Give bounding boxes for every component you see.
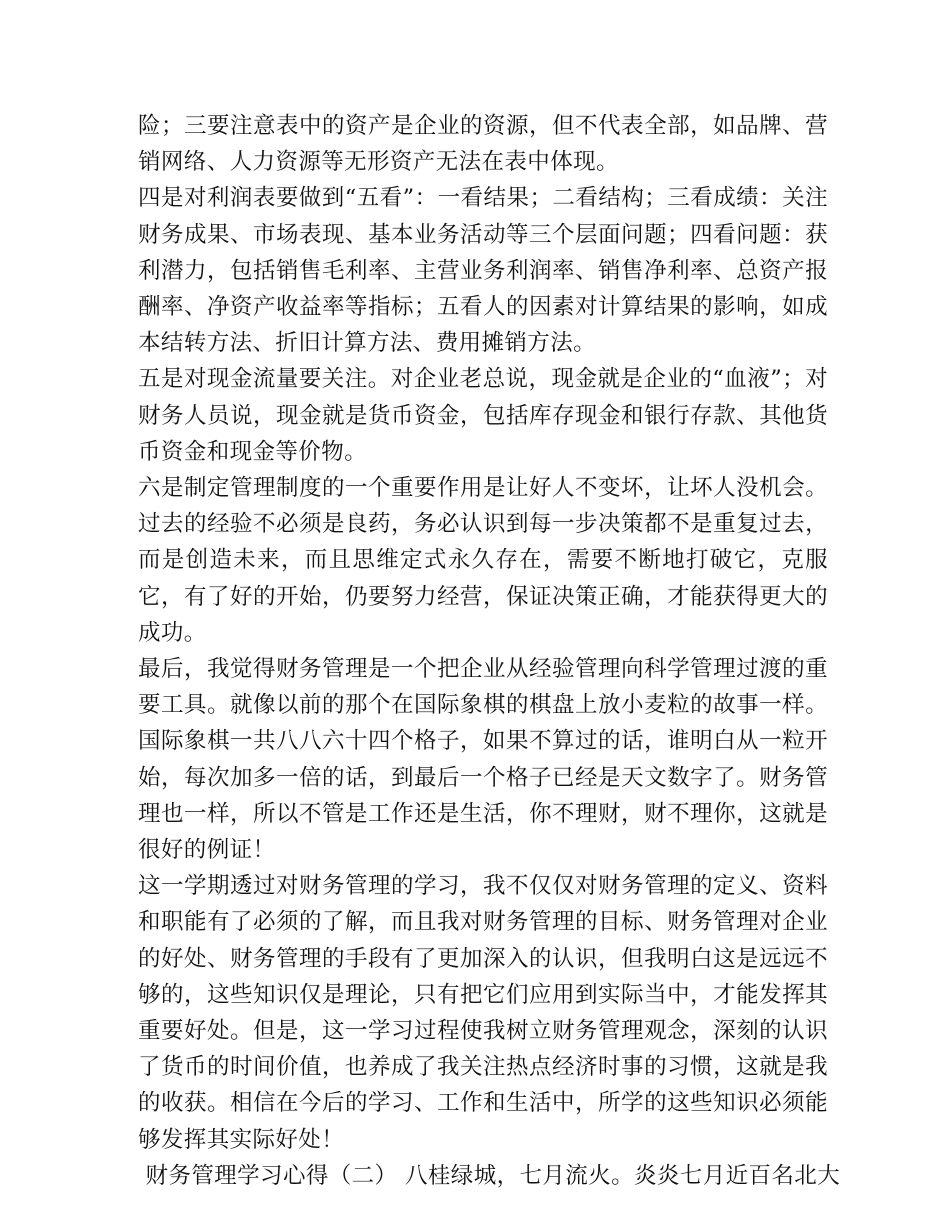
paragraph-7: 财务管理学习心得（二） 八桂绿城，七月流火。炎炎七月近百名北大 <box>138 1162 841 1189</box>
paragraph-6: 这一学期透过对财务管理的学习，我不仅仅对财务管理的定义、资料和职能有了必须的了解，而且我对财务管理的目标、财务管理对企业的好处、财务管理的手段有了更加深入的认识，但我明白这是远远不够的，这些知识仅是理论，只有把它们应用到实际当中，才能发挥其重要好处。但是，这一学习过程使我树立财务管理观念，深刻的认识了货币的时间价值，也养成了我关注热点经济时事的习惯，这就是我的收获。相信在今后的学习、工作和生活中，所学的这些知识必须能够发挥其实际好处！ <box>138 873 828 1153</box>
paragraph-1: 险；三要注意表中的资产是企业的资源，但不代表全部，如品牌、营销网络、人力资源等无形资产无法在表中体现。 <box>138 113 828 176</box>
paragraph-5: 最后，我觉得财务管理是一个把企业从经验管理向科学管理过渡的重要工具。就像以前的那个在国际象棋的棋盘上放小麦粒的故事一样。国际象棋一共八八六十四个格子，如果不算过的话，谁明白从一粒开始，每次加多一倍的话，到最后一个格子已经是天文数字了。财务管理也一样，所以不管是工作还是生活，你不理财，财不理你，这就是很好的例证！ <box>138 656 828 864</box>
paragraph-4: 六是制定管理制度的一个重要作用是让好人不变坏，让坏人没机会。过去的经验不必须是良药，务必认识到每一步决策都不是重复过去，而是创造未来，而且思维定式永久存在，需要不断地打破它，克服它，有了好的开始，仍要努力经营，保证决策正确，才能获得更大的成功。 <box>138 475 828 646</box>
paragraph-3: 五是对现金流量要关注。对企业老总说，现金就是企业的“血液”；对财务人员说，现金就是货币资金，包括库存现金和银行存款、其他货币资金和现金等价物。 <box>138 366 828 465</box>
document-body <box>138 108 841 1194</box>
paragraph-2: 四是对利润表要做到“五看”：一看结果；二看结构；三看成绩：关注财务成果、市场表现、基本业务活动等三个层面问题；四看问题：获利潜力，包括销售毛利率、主营业务利润率、销售净利率、总资产报酬率、净资产收益率等指标；五看人的因素对计算结果的影响，如成本结转方法、折旧计算方法、费用摊销方法。 <box>138 185 828 357</box>
